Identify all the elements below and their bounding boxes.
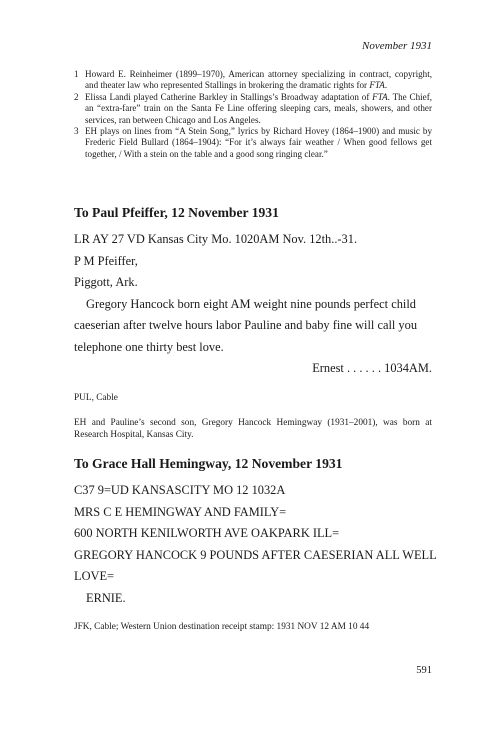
cable-text xyxy=(74,480,437,609)
address-line: Piggott, Ark. xyxy=(74,275,138,289)
italic-title: FTA xyxy=(369,80,385,91)
letter-heading: To Grace Hall Hemingway, 12 November 1931 xyxy=(74,456,343,471)
source-note: JFK, Cable; Western Union destination receipt stamp: 1931 NOV 12 AM 10 44 xyxy=(74,622,370,632)
footnote-2 xyxy=(74,92,432,126)
footnote-number: 1 xyxy=(74,69,79,79)
message-line: caeserian after twelve hours labor Pauline and baby fine will call you xyxy=(74,318,418,332)
letter-to-paul-pfeiffer xyxy=(74,205,432,442)
cable-text xyxy=(74,229,432,380)
address-line: 600 NORTH KENILWORTH AVE OAKPARK ILL= xyxy=(74,526,340,540)
source-note: PUL, Cable xyxy=(74,392,118,403)
italic-title: FTA xyxy=(372,91,388,102)
footnote-text: Elissa Landi played Catherine Barkley in Stallings’s Broadway adaptation of FTA. The Chief, an “extra-fare” train on the Santa Fe Line offering sleeping cars, meals, showers, and other services, ran between Chicago and Los Angeles. xyxy=(85,91,432,125)
footnote-number: 3 xyxy=(74,126,79,137)
running-head: November 1931 xyxy=(362,40,432,52)
footnotes xyxy=(74,69,432,160)
footnote-number: 2 xyxy=(74,91,79,102)
letter-heading: To Paul Pfeiffer, 12 November 1931 xyxy=(74,205,279,220)
signature-line: Ernest . . . . . . 1034AM. xyxy=(312,361,432,375)
message-line: Gregory Hancock born eight AM weight nine pounds perfect child xyxy=(86,296,416,311)
recipient-line: MRS C E HEMINGWAY AND FAMILY= xyxy=(74,504,287,519)
signature-line: ERNIE. xyxy=(86,590,126,605)
message-line: GREGORY HANCOCK 9 POUNDS AFTER CAESERIAN ALL WELL xyxy=(74,547,437,562)
message-line: telephone one thirty best love. xyxy=(74,339,224,354)
cable-header-line: C37 9=UD KANSASCITY MO 12 1032A xyxy=(74,483,286,497)
footnote-1 xyxy=(74,69,432,92)
footnote-text: Howard E. Reinheimer (1899–1970), American attorney specializing in contract, copyright, and theater law who represented Stallings in brokering the dramatic rights for FTA. xyxy=(85,69,432,91)
recipient-line: P M Pfeiffer, xyxy=(74,253,138,268)
editorial-note: EH and Pauline’s second son, Gregory Hancock Hemingway (1931–2001), was born at Research Hospital, Kansas City. xyxy=(74,417,432,441)
footnote-3 xyxy=(74,126,432,160)
message-line: LOVE= xyxy=(74,569,115,583)
footnote-text: EH plays on lines from “A Stein Song,” lyrics by Richard Hovey (1864–1900) and music by Frederic Field Bullard (1864–1904): “For it’s always fair weather / When good fellows get together, / With a stein on the table and a good song ringing clear.” xyxy=(85,126,432,159)
cable-header-line: LR AY 27 VD Kansas City Mo. 1020AM Nov. 12th..-31. xyxy=(74,232,358,246)
letter-to-grace-hall-hemingway xyxy=(74,456,437,633)
page-number: 591 xyxy=(416,665,432,676)
